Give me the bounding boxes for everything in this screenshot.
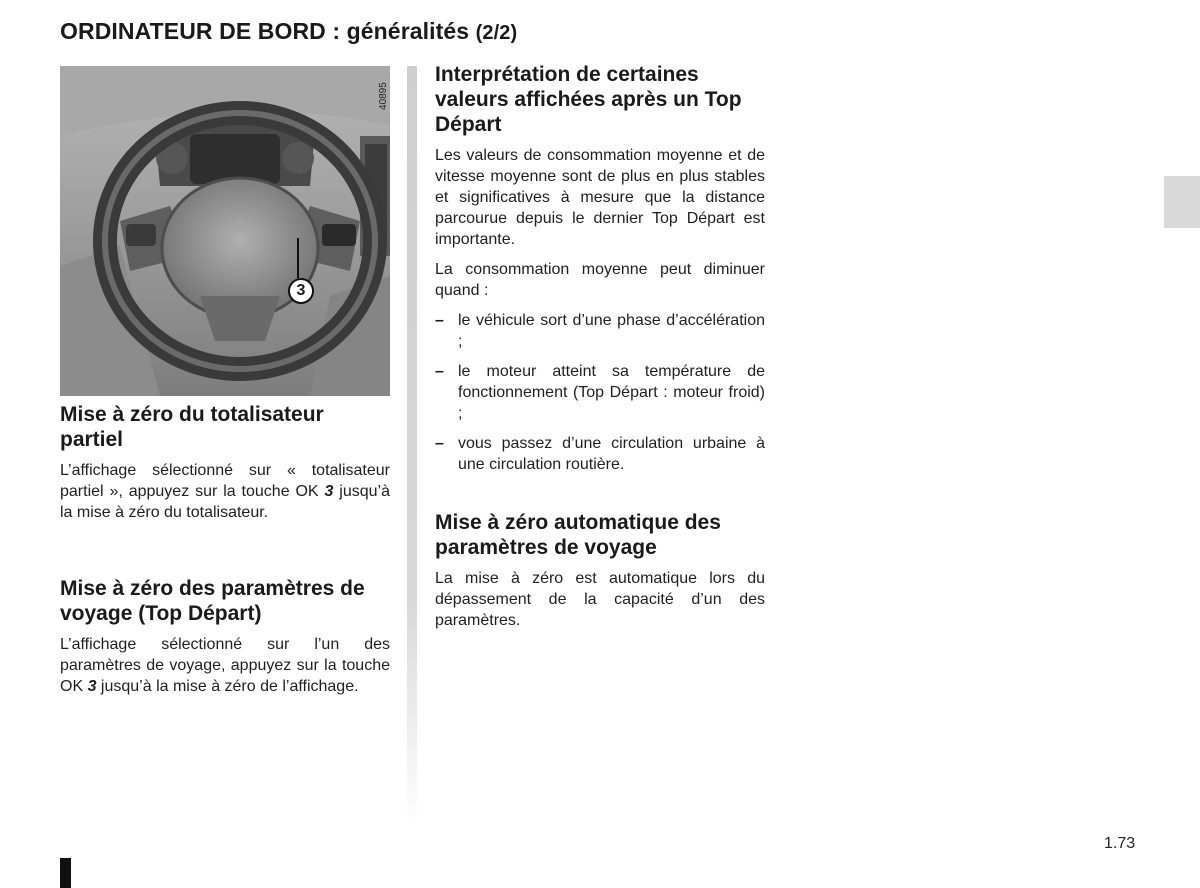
list-item [435, 310, 765, 352]
section-text: L’affichage sélectionné sur l’un des paramètres de voyage, appuyez sur la touche OK 3 jusqu’à la mise à zéro de l’affichage. [60, 636, 390, 695]
section-text: L’affichage sélectionné sur « totalisateur partiel », appuyez sur la touche OK 3 jusqu’à la mise à zéro du totalisateur. [60, 462, 390, 521]
bullet-dash: – [435, 312, 444, 329]
section-title: Mise à zéro du totalisateur partiel [60, 403, 324, 451]
steering-wheel-illustration [60, 66, 390, 396]
page-part: (2/2) [475, 22, 518, 44]
section-title: Mise à zéro des paramètres de voyage (Top Départ) [60, 577, 365, 625]
list-item [435, 361, 765, 424]
bullet-text: vous passez d’une circulation urbaine à une circulation routière. [458, 435, 765, 473]
key-reference: 3 [87, 678, 97, 695]
list-item [435, 433, 765, 475]
page-title-text: ORDINATEUR DE BORD : généralités [60, 18, 470, 44]
section-title: Mise à zéro automatique des paramètres de voyage [435, 511, 721, 559]
key-reference: 3 [324, 483, 334, 500]
section-reset-voyage [60, 576, 390, 697]
callout-label: 3 [296, 282, 306, 299]
page-title [60, 18, 517, 45]
section-paragraph: La consommation moyenne peut diminuer quand : [435, 261, 765, 299]
section-auto-reset [435, 510, 765, 631]
bullet-text: le véhicule sort d’une phase d’accélération ; [458, 312, 765, 350]
corner-mark [60, 858, 71, 888]
steering-wheel-figure [60, 66, 390, 396]
section-paragraph: Les valeurs de consommation moyenne et de vitesse moyenne sont de plus en plus stables et significatives à mesure que la distance parcourue depuis le dernier Top Départ est importante. [435, 147, 765, 248]
bullet-dash: – [435, 435, 444, 452]
page-number: 1.73 [1104, 835, 1136, 852]
column-divider [407, 66, 417, 826]
bullet-text: le moteur atteint sa température de fonctionnement (Top Départ : moteur froid) ; [458, 363, 765, 422]
bullet-dash: – [435, 363, 444, 380]
section-title: Interprétation de certaines valeurs affichées après un Top Départ [435, 63, 742, 136]
figure-number: 40895 [378, 82, 389, 110]
section-paragraph: La mise à zéro est automatique lors du dépassement de la capacité d’un des paramètres. [435, 570, 765, 629]
section-interpretation [435, 62, 765, 475]
chapter-tab [1164, 176, 1200, 228]
callout-3 [288, 278, 314, 304]
section-reset-trip [60, 402, 390, 523]
